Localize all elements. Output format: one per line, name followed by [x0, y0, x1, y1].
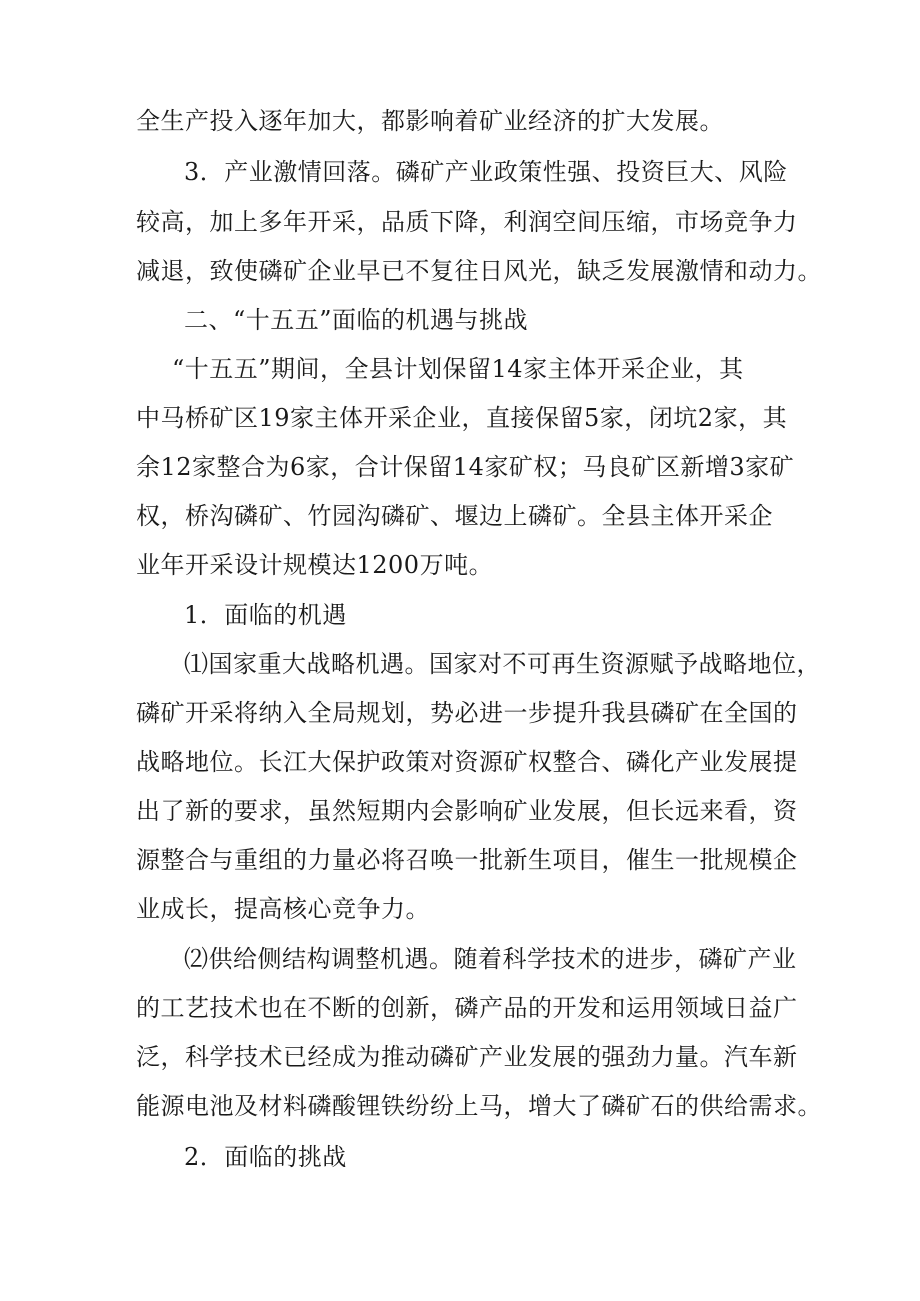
text-line: 业成长，提高核心竞争力。: [136, 895, 430, 923]
text-line: 较高，加上多年开采，品质下降，利润空间压缩，市场竞争力: [136, 208, 798, 236]
text-line: ⑵供给侧结构调整机遇。随着科学技术的进步，磷矿产业: [184, 945, 797, 973]
text-line: ⑴国家重大战略机遇。国家对不可再生资源赋予战略地位，: [184, 650, 821, 678]
text-line: 业年开采设计规模达1200万吨。: [136, 551, 494, 579]
text-line: 全生产投入逐年加大，都影响着矿业经济的扩大发展。: [136, 107, 724, 135]
section-heading: 二、“十五五”面临的机遇与挑战: [184, 306, 529, 334]
text-line: 中马桥矿区19家主体开采企业，直接保留5家，闭坑2家，其: [136, 404, 788, 432]
text-line: 战略地位。长江大保护政策对资源矿权整合、磷化产业发展提: [136, 748, 798, 776]
text-line: 权，桥沟磷矿、竹园沟磷矿、堰边上磷矿。全县主体开采企: [136, 502, 773, 530]
text-line: 减退，致使磷矿企业早已不复往日风光，缺乏发展激情和动力。: [136, 257, 822, 285]
text-line: 泛，科学技术已经成为推动磷矿产业发展的强劲力量。汽车新: [136, 1043, 798, 1071]
text-line: 出了新的要求，虽然短期内会影响矿业发展，但长远来看，资: [136, 797, 798, 825]
subsection-heading: 2．面临的挑战: [184, 1143, 347, 1171]
text-line: 能源电池及材料磷酸锂铁纷纷上马，增大了磷矿石的供给需求。: [136, 1092, 822, 1120]
text-line: “十五五”期间，全县计划保留14家主体开采企业，其: [172, 355, 744, 383]
text-line: 余12家整合为6家，合计保留14家矿权；马良矿区新增3家矿: [136, 453, 795, 481]
subsection-heading: 1．面临的机遇: [184, 601, 347, 629]
text-line: 源整合与重组的力量必将召唤一批新生项目，催生一批规模企: [136, 846, 798, 874]
text-line: 3．产业激情回落。磷矿产业政策性强、投资巨大、风险: [184, 158, 788, 186]
text-line: 磷矿开采将纳入全局规划，势必进一步提升我县磷矿在全国的: [136, 699, 798, 727]
text-line: 的工艺技术也在不断的创新，磷产品的开发和运用领域日益广: [136, 994, 798, 1022]
